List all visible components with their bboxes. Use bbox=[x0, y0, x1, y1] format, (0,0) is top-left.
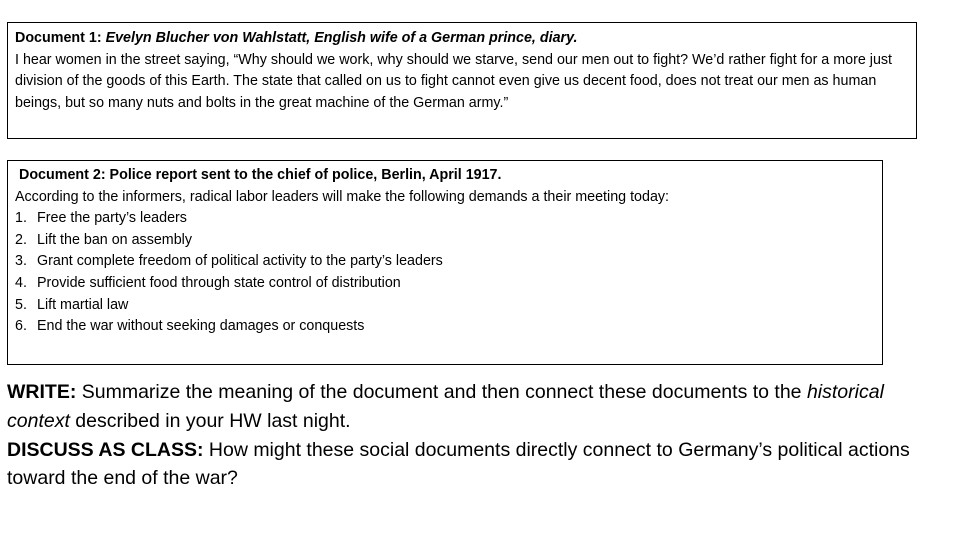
document-1-heading bbox=[15, 28, 909, 50]
write-prompt bbox=[7, 378, 947, 436]
document-1-quote: I hear women in the street saying, “Why should we work, why should we starve, send our men out to fight? We’d rather fight for a more just division of the goods of this Earth. The state that called on us to fight cannot even give us decent food, does not treat our men as human beings, but so many nuts and bolts in the great machine of the German army.” bbox=[15, 51, 893, 111]
list-item-text: Lift the ban on assembly bbox=[37, 231, 192, 248]
discuss-text: How might these social documents directly connect to Germany’s political actions toward the end of the war? bbox=[7, 438, 910, 490]
list-item-text: End the war without seeking damages or conquests bbox=[37, 318, 365, 335]
list-item-number: 5. bbox=[15, 296, 27, 313]
list-item-number: 2. bbox=[15, 231, 27, 248]
list-item-text: Provide sufficient food through state control of distribution bbox=[37, 274, 401, 291]
document-2-box bbox=[7, 160, 883, 365]
document-1-box bbox=[7, 22, 917, 139]
list-item bbox=[15, 273, 875, 295]
write-label: WRITE: bbox=[7, 381, 77, 403]
write-text-start: Summarize the meaning of the document and then connect these documents to the bbox=[76, 381, 807, 403]
list-item-text: Lift martial law bbox=[37, 296, 129, 313]
list-item bbox=[15, 316, 875, 338]
document-1-label: Document 1: bbox=[15, 30, 102, 46]
list-item-number: 4. bbox=[15, 274, 27, 291]
list-item-number: 6. bbox=[15, 318, 27, 335]
list-item bbox=[15, 230, 875, 252]
demands-list bbox=[15, 208, 875, 338]
list-item-number: 1. bbox=[15, 210, 27, 227]
write-text-italic: historical context bbox=[7, 381, 884, 432]
list-item bbox=[15, 251, 875, 273]
discuss-label: DISCUSS AS CLASS: bbox=[7, 438, 204, 461]
list-item-number: 3. bbox=[15, 253, 27, 270]
assignment-prompts bbox=[7, 378, 947, 493]
list-item bbox=[15, 208, 875, 230]
list-item-text: Free the party’s leaders bbox=[37, 210, 187, 227]
discuss-prompt bbox=[7, 436, 947, 494]
list-item-text: Grant complete freedom of political activity to the party’s leaders bbox=[37, 253, 443, 270]
document-1-source: Evelyn Blucher von Wahlstatt, English wife of a German prince, diary. bbox=[101, 30, 578, 46]
list-item bbox=[15, 295, 875, 317]
document-2-intro: According to the informers, radical labor leaders will make the following demands a their meeting today: bbox=[15, 188, 670, 205]
document-2-heading: Document 2: Police report sent to the chief of police, Berlin, April 1917. bbox=[19, 167, 502, 183]
write-text-end: described in your HW last night. bbox=[69, 409, 351, 432]
